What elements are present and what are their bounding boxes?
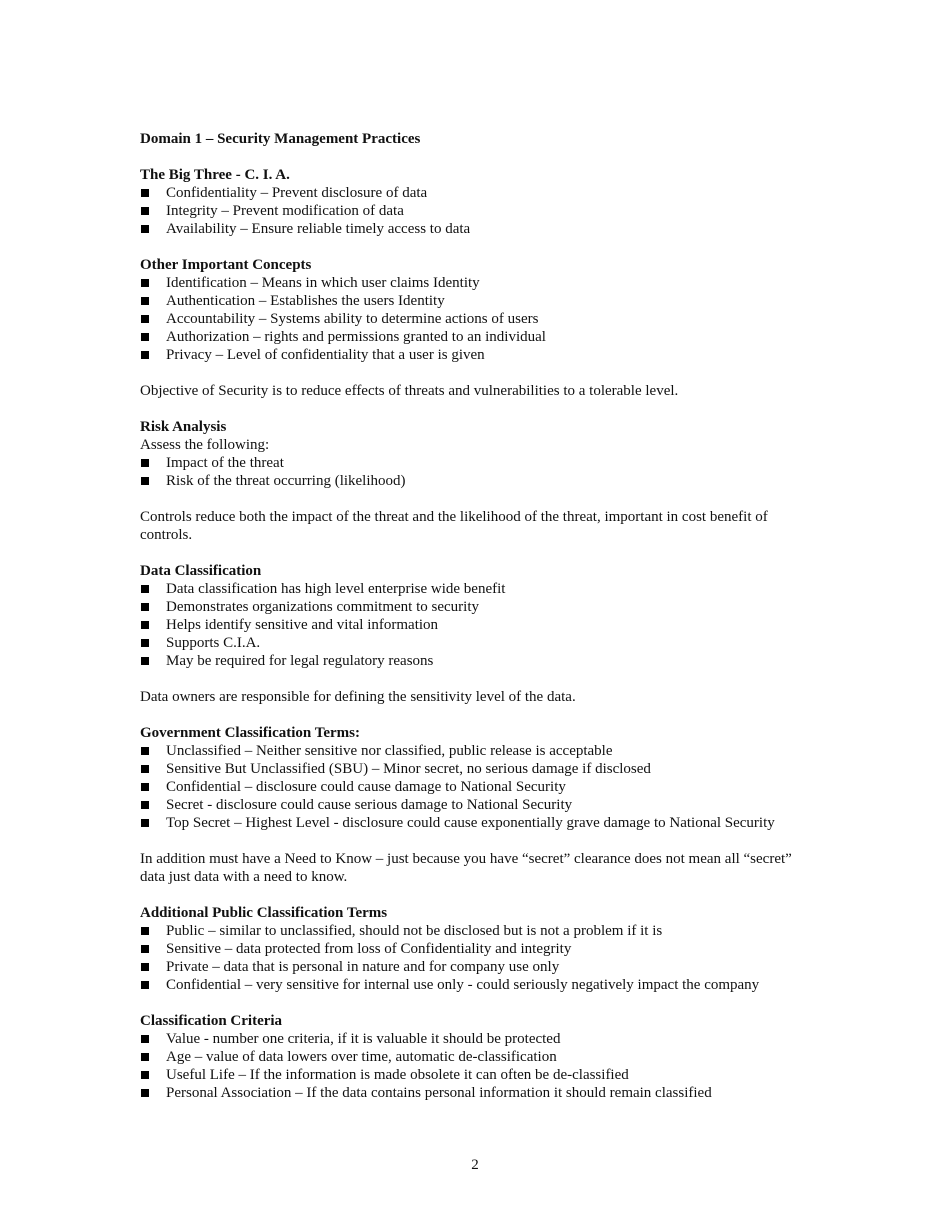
list-item: Impact of the threat — [140, 454, 820, 472]
public-terms-heading: Additional Public Classification Terms — [140, 905, 388, 921]
square-bullet-icon — [141, 783, 149, 791]
square-bullet-icon — [141, 477, 149, 485]
classification-criteria-heading: Classification Criteria — [140, 1013, 283, 1029]
data-classification-list — [140, 580, 820, 670]
concepts-heading: Other Important Concepts — [140, 257, 312, 273]
objective-paragraph: Objective of Security is to reduce effects of threats and vulnerabilities to a tolerable level. — [140, 383, 679, 399]
square-bullet-icon — [141, 315, 149, 323]
square-bullet-icon — [141, 927, 149, 935]
square-bullet-icon — [141, 1089, 149, 1097]
concepts-list — [140, 274, 820, 364]
need-to-know-paragraph: In addition must have a Need to Know – just because you have “secret” clearance does not mean all “secret” data just data with a need to know. — [140, 851, 792, 885]
page-number: 2 — [471, 1157, 479, 1173]
list-item: Private – data that is personal in nature and for company use only — [140, 958, 820, 976]
list-item: Availability – Ensure reliable timely access to data — [140, 220, 820, 238]
list-item: Risk of the threat occurring (likelihood) — [140, 472, 820, 490]
square-bullet-icon — [141, 963, 149, 971]
square-bullet-icon — [141, 333, 149, 341]
square-bullet-icon — [141, 819, 149, 827]
square-bullet-icon — [141, 981, 149, 989]
square-bullet-icon — [141, 747, 149, 755]
list-item: Accountability – Systems ability to determine actions of users — [140, 310, 820, 328]
square-bullet-icon — [141, 225, 149, 233]
square-bullet-icon — [141, 351, 149, 359]
public-terms-list — [140, 922, 820, 994]
list-item: Confidential – very sensitive for internal use only - could seriously negatively impact the company — [140, 976, 820, 994]
square-bullet-icon — [141, 657, 149, 665]
list-item: Secret - disclosure could cause serious damage to National Security — [140, 796, 820, 814]
list-item: Supports C.I.A. — [140, 634, 820, 652]
square-bullet-icon — [141, 585, 149, 593]
list-item: Sensitive But Unclassified (SBU) – Minor secret, no serious damage if disclosed — [140, 760, 820, 778]
list-item: Privacy – Level of confidentiality that a user is given — [140, 346, 820, 364]
list-item: Demonstrates organizations commitment to security — [140, 598, 820, 616]
document-title: Domain 1 – Security Management Practices — [140, 131, 421, 147]
square-bullet-icon — [141, 1071, 149, 1079]
list-item: Data classification has high level enterprise wide benefit — [140, 580, 820, 598]
list-item: Useful Life – If the information is made obsolete it can often be de-classified — [140, 1066, 820, 1084]
classification-criteria-list — [140, 1030, 820, 1102]
list-item: Authorization – rights and permissions granted to an individual — [140, 328, 820, 346]
controls-paragraph: Controls reduce both the impact of the threat and the likelihood of the threat, important in cost benefit of controls. — [140, 509, 768, 543]
risk-list — [140, 454, 820, 490]
square-bullet-icon — [141, 189, 149, 197]
list-item: Value - number one criteria, if it is valuable it should be protected — [140, 1030, 820, 1048]
cia-list — [140, 184, 820, 238]
list-item: Sensitive – data protected from loss of Confidentiality and integrity — [140, 940, 820, 958]
list-item: Top Secret – Highest Level - disclosure could cause exponentially grave damage to National Security — [140, 814, 820, 832]
square-bullet-icon — [141, 945, 149, 953]
owners-paragraph: Data owners are responsible for defining the sensitivity level of the data. — [140, 689, 576, 705]
list-item: Personal Association – If the data contains personal information it should remain classified — [140, 1084, 820, 1102]
risk-intro: Assess the following: — [140, 437, 270, 453]
square-bullet-icon — [141, 801, 149, 809]
square-bullet-icon — [141, 207, 149, 215]
square-bullet-icon — [141, 1053, 149, 1061]
list-item: Identification – Means in which user claims Identity — [140, 274, 820, 292]
list-item: Unclassified – Neither sensitive nor classified, public release is acceptable — [140, 742, 820, 760]
list-item: Confidential – disclosure could cause damage to National Security — [140, 778, 820, 796]
square-bullet-icon — [141, 765, 149, 773]
list-item: Helps identify sensitive and vital information — [140, 616, 820, 634]
square-bullet-icon — [141, 297, 149, 305]
list-item: Authentication – Establishes the users Identity — [140, 292, 820, 310]
list-item: May be required for legal regulatory reasons — [140, 652, 820, 670]
square-bullet-icon — [141, 1035, 149, 1043]
government-terms-list — [140, 742, 820, 832]
data-classification-heading: Data Classification — [140, 563, 262, 579]
square-bullet-icon — [141, 459, 149, 467]
square-bullet-icon — [141, 621, 149, 629]
list-item: Confidentiality – Prevent disclosure of data — [140, 184, 820, 202]
list-item: Age – value of data lowers over time, automatic de-classification — [140, 1048, 820, 1066]
list-item: Public – similar to unclassified, should not be disclosed but is not a problem if it is — [140, 922, 820, 940]
list-item: Integrity – Prevent modification of data — [140, 202, 820, 220]
document-page — [140, 130, 820, 1102]
cia-heading: The Big Three - C. I. A. — [140, 167, 290, 183]
square-bullet-icon — [141, 279, 149, 287]
square-bullet-icon — [141, 639, 149, 647]
government-terms-heading: Government Classification Terms: — [140, 725, 360, 741]
square-bullet-icon — [141, 603, 149, 611]
risk-heading: Risk Analysis — [140, 419, 227, 435]
